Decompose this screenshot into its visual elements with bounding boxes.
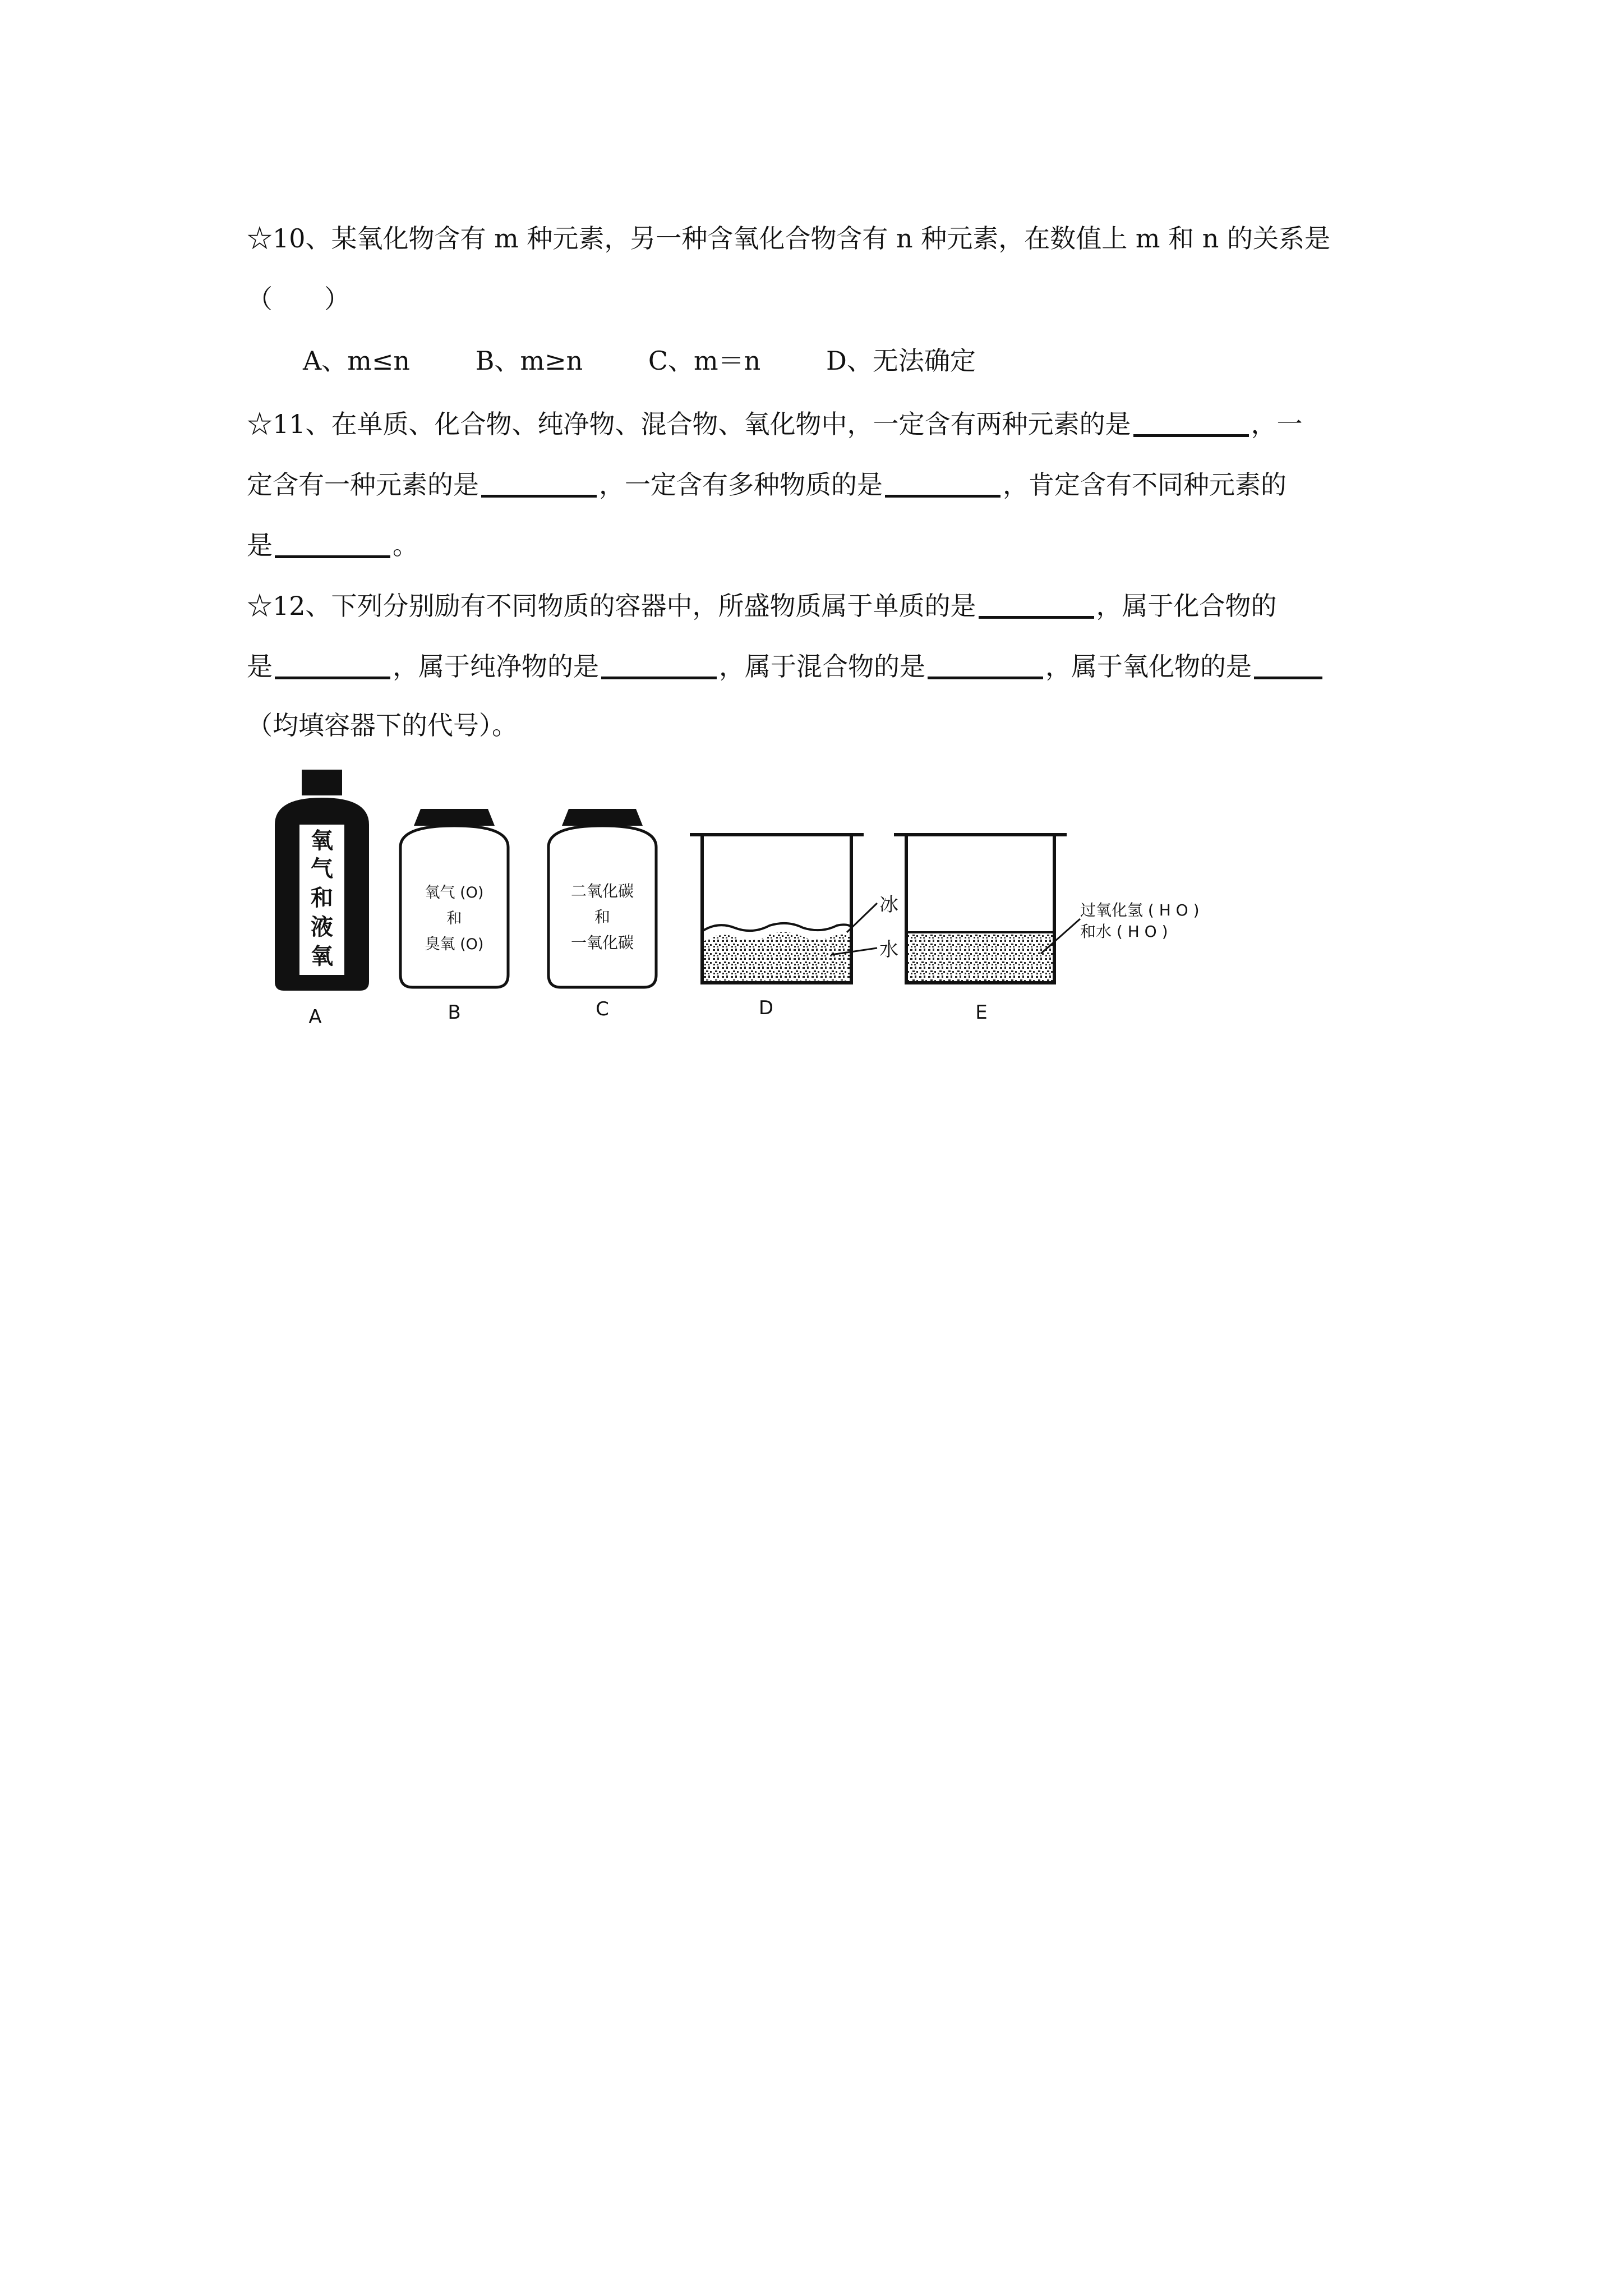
container-d bbox=[690, 835, 898, 1019]
jar-c-label-line-1: 二氧化碳 bbox=[570, 882, 634, 900]
q11-blank-3[interactable] bbox=[885, 470, 1000, 498]
bottle-a-cap bbox=[302, 770, 342, 795]
q12-text-2d: ，属于氧化物的是 bbox=[1045, 651, 1252, 682]
q12-blank-5[interactable] bbox=[1254, 652, 1322, 679]
q11-blank-4[interactable] bbox=[275, 531, 390, 558]
beaker-e-label-line-1: 过氧化氢 ( H O ) bbox=[1080, 901, 1200, 919]
q10-option-b[interactable]: B、m≥n bbox=[475, 346, 583, 376]
q11-blank-1[interactable] bbox=[1133, 409, 1249, 437]
q12-text-1b: ，属于化合物的 bbox=[1096, 591, 1277, 621]
beaker-d-water-label: 水 bbox=[879, 938, 898, 961]
q11-text-3b: 。 bbox=[393, 530, 418, 560]
q10-option-a[interactable]: A、m≤n bbox=[303, 346, 411, 376]
q12-text-2a: 是 bbox=[247, 651, 273, 682]
container-a-letter: A bbox=[308, 1006, 322, 1028]
q12-text-1a: ☆12、下列分别励有不同物质的容器中，所盛物质属于单质的是 bbox=[247, 591, 976, 621]
q11-text-2c: ，肯定含有不同种元素的 bbox=[1003, 470, 1287, 500]
q11-text-1a: ☆11、在单质、化合物、纯净物、混合物、氧化物中，一定含有两种元素的是 bbox=[247, 409, 1131, 439]
jar-c-body bbox=[548, 826, 656, 987]
q11-line1 bbox=[247, 409, 1303, 437]
q11-text-2b: ，一定含有多种物质的是 bbox=[599, 470, 883, 500]
q12-line2 bbox=[247, 651, 1325, 682]
q11-text-1b: ，一 bbox=[1251, 409, 1303, 439]
beaker-d-ice-label: 冰 bbox=[879, 894, 898, 916]
container-c-letter: C bbox=[596, 998, 609, 1020]
q10-stem-line1: ☆10、某氧化物含有 m 种元素，另一种含氧化合物含有 n 种元素，在数值上 m 和 n 的关系是 bbox=[247, 223, 1330, 254]
container-e bbox=[894, 835, 1200, 1024]
jar-b-body bbox=[400, 826, 508, 987]
q11-text-2a: 定含有一种元素的是 bbox=[247, 470, 479, 500]
q11-line3 bbox=[247, 531, 418, 558]
q10-answer-paren: （ ） bbox=[247, 284, 350, 314]
beaker-e-label-line-2: 和水 ( H O ) bbox=[1080, 922, 1168, 941]
jar-c-label-line-2: 和 bbox=[594, 908, 611, 926]
container-b bbox=[400, 809, 508, 1024]
bottle-a-label-char-2: 气 bbox=[311, 856, 333, 882]
jar-c-label-line-3: 一氧化碳 bbox=[570, 933, 634, 952]
q10-option-c[interactable]: C、m＝n bbox=[648, 346, 761, 376]
q11-text-3a: 是 bbox=[247, 530, 273, 560]
containers-figure bbox=[264, 769, 1290, 1038]
container-b-letter: B bbox=[448, 1001, 461, 1024]
jar-b-lid bbox=[414, 809, 495, 826]
bottle-a-label-char-1: 氧 bbox=[311, 828, 333, 854]
q12-blank-4[interactable] bbox=[928, 652, 1043, 679]
q12-line3: （均填容器下的代号）。 bbox=[247, 710, 518, 740]
q12-text-2b: ，属于纯净物的是 bbox=[393, 651, 599, 682]
container-d-letter: D bbox=[758, 997, 774, 1019]
jar-b-label-line-2: 和 bbox=[446, 910, 462, 927]
beaker-e-liquid bbox=[906, 932, 1054, 983]
q10-option-d[interactable]: D、无法确定 bbox=[826, 346, 976, 376]
jar-c-lid bbox=[562, 809, 643, 826]
q12-blank-1[interactable] bbox=[979, 591, 1094, 619]
bottle-a-label-char-5: 氧 bbox=[311, 944, 333, 969]
q11-line2 bbox=[247, 470, 1287, 498]
container-e-letter: E bbox=[975, 1001, 988, 1024]
container-c bbox=[548, 809, 656, 1020]
q11-blank-2[interactable] bbox=[481, 470, 597, 498]
jar-b-label-line-3: 臭氧 (O) bbox=[425, 936, 484, 953]
container-a bbox=[275, 770, 369, 1028]
beaker-d-ice-surface bbox=[702, 923, 851, 931]
bottle-a-label-char-3: 和 bbox=[311, 885, 333, 911]
q12-text-2c: ，属于混合物的是 bbox=[719, 651, 925, 682]
q12-line1 bbox=[247, 591, 1277, 619]
jar-b-label-line-1: 氧气 (O) bbox=[425, 884, 484, 901]
beaker-d-ice-water bbox=[702, 932, 851, 981]
q12-blank-2[interactable] bbox=[275, 652, 390, 679]
bottle-a-label-char-4: 液 bbox=[311, 914, 333, 940]
q10-options bbox=[303, 348, 976, 374]
q12-blank-3[interactable] bbox=[601, 652, 717, 679]
